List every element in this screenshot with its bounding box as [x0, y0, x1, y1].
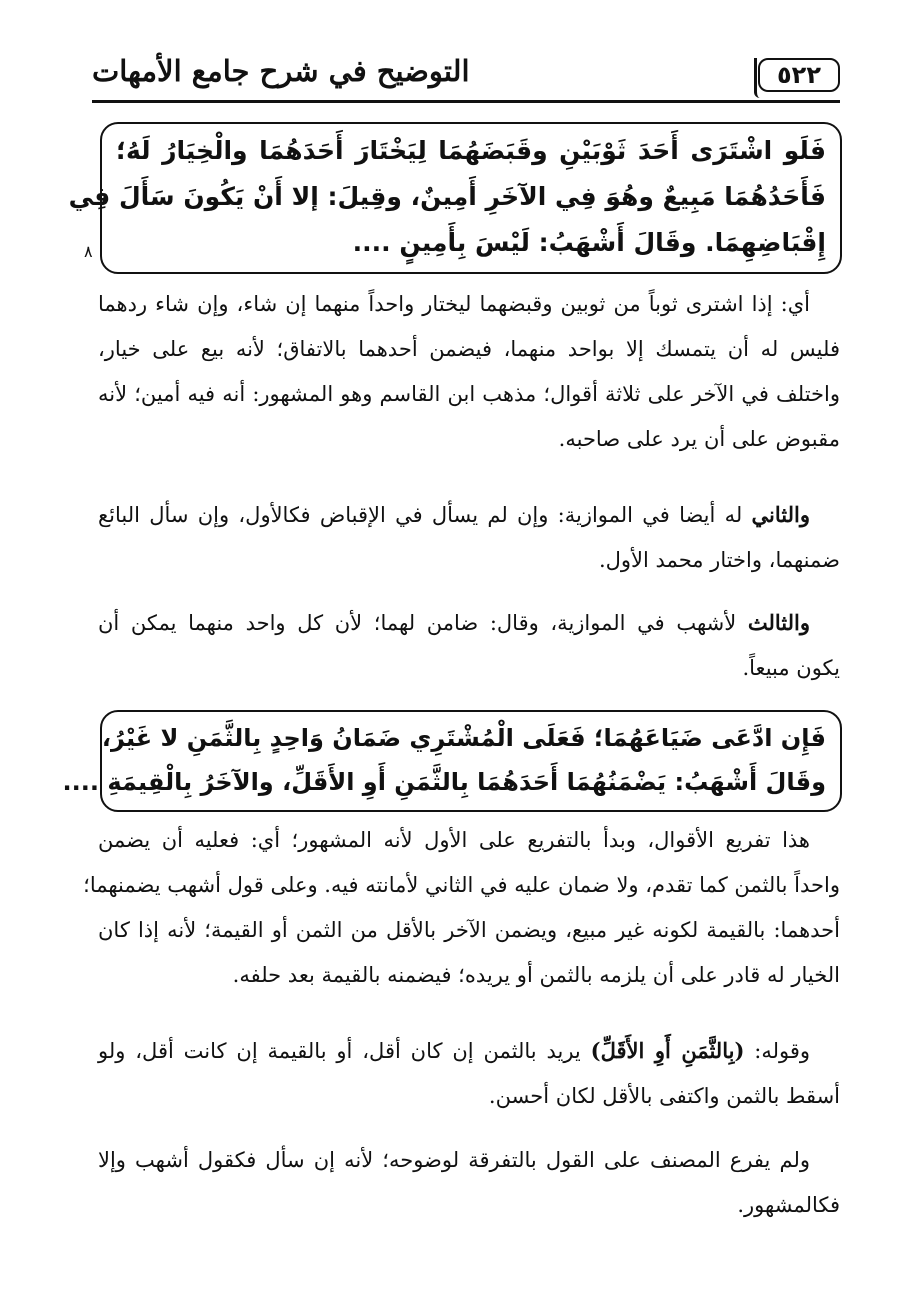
header-rule — [92, 100, 840, 103]
paragraph-lead-word: والثاني — [751, 502, 810, 527]
matn-line: فَإِن ادَّعَى ضَيَاعَهُمَا؛ فَعَلَى الْمُشْتَرِي ضَمَانُ وَاحِدٍ بِالثَّمَنِ لا غَيْرُ، — [101, 724, 826, 752]
paragraph-line: مقبوض على أن يرد على صاحبه. — [558, 427, 840, 451]
paragraph-line: أحدهما: بالقيمة لكونه غير مبيع، ويضمن الآخر بالأقل من الثمن أو القيمة؛ لأنه إذا كان — [98, 918, 840, 942]
paragraph-text: له أيضا في الموازية: وإن لم يسأل في الإقباض فكالأول، وإن سأل البائع — [98, 503, 752, 527]
commentary-paragraph-5 — [98, 1028, 840, 1119]
paragraph-line: واختلف في الآخر على ثلاثة أقوال؛ مذهب ابن القاسم وهو المشهور: أنه فيه أمين؛ لأنه — [98, 382, 840, 406]
page-number: ٥٢٢ — [758, 58, 840, 92]
paragraph-line — [98, 600, 840, 646]
page-header — [92, 52, 840, 102]
commentary-paragraph-4 — [83, 818, 840, 998]
paragraph-line: واحداً بالثمن كما تقدم، ولا ضمان عليه في الثاني لأمانته فيه. وعلى قول أشهب يضمنهما؛ — [83, 873, 840, 897]
matn-line: فَلَو اشْتَرَى أَحَدَ ثَوْبَيْنِ وقَبَضَهُمَا لِيَخْتَارَ أَحَدَهُمَا والْخِيَارُ لَهُ؛ — [116, 136, 826, 165]
matn-line: إِقْبَاضِهِمَا. وقَالَ أَشْهَبُ: لَيْسَ بِأَمِينٍ .... — [352, 228, 826, 257]
paragraph-line: أسقط بالثمن واكتفى بالأقل لكان أحسن. — [488, 1084, 840, 1108]
quoted-phrase: (بِالثَّمَنِ أَوِ الأَقَلِّ) — [590, 1038, 745, 1063]
matn-box-2 — [62, 710, 842, 812]
matn-line: فَأَحَدُهُمَا مَبِيعٌ وهُوَ فِي الآخَرِ أَمِينٌ، وقِيلَ: إلا أَنْ يَكُونَ سَأَلَ فِي — [68, 182, 826, 211]
paragraph-text: يريد بالثمن إن كان أقل، أو بالقيمة إن كانت أقل، ولو — [98, 1039, 591, 1063]
commentary-paragraph-1 — [98, 282, 840, 462]
commentary-paragraph-2 — [98, 492, 840, 583]
paragraph-text: لأشهب في الموازية، وقال: ضامن لهما؛ لأن كل واحد منهما يمكن أن — [98, 611, 748, 635]
matn-box-1 — [68, 122, 842, 274]
paragraph-line: فليس له أن يتمسك إلا بواحد منهما، فيضمن أحدهما بالاتفاق؛ لأنه بيع على خيار، — [98, 337, 840, 361]
paragraph-line: يكون مبيعاً. — [742, 656, 840, 680]
commentary-paragraph-6 — [98, 1138, 840, 1228]
paragraph-line — [98, 1028, 840, 1074]
paragraph-lead-word: والثالث — [747, 610, 810, 635]
paragraph-line: الخيار له قادر على أن يلزمه بالثمن أو يريده؛ فيضمنه بالقيمة بعد حلفه. — [232, 963, 840, 987]
paragraph-line: ولم يفرع المصنف على القول بالتفرقة لوضوحه؛ لأنه إن سأل فكقول أشهب وإلا — [98, 1148, 810, 1172]
running-title: التوضيح في شرح جامع الأمهات — [92, 54, 470, 88]
paragraph-line: فكالمشهور. — [737, 1193, 840, 1217]
matn-line: وقَالَ أَشْهَبُ: يَضْمَنُهُمَا أَحَدَهُمَا بِالثَّمَنِ أَوِ الأَقَلِّ، والآخَرُ بِالْقِيمَةِ .... — [62, 768, 826, 796]
margin-mark: ٨ — [84, 242, 93, 261]
paragraph-line — [98, 492, 840, 538]
paragraph-line: أي: إذا اشترى ثوباً من ثوبين وقبضهما ليختار واحداً منهما إن شاء، وإن شاء ردهما — [98, 292, 810, 316]
paragraph-line: هذا تفريع الأقوال، وبدأ بالتفريع على الأول لأنه المشهور؛ أي: فعليه أن يضمن — [98, 828, 810, 852]
paragraph-line: ضمنهما، واختار محمد الأول. — [598, 548, 840, 572]
paragraph-text: وقوله: — [744, 1039, 811, 1063]
commentary-paragraph-3 — [98, 600, 840, 691]
